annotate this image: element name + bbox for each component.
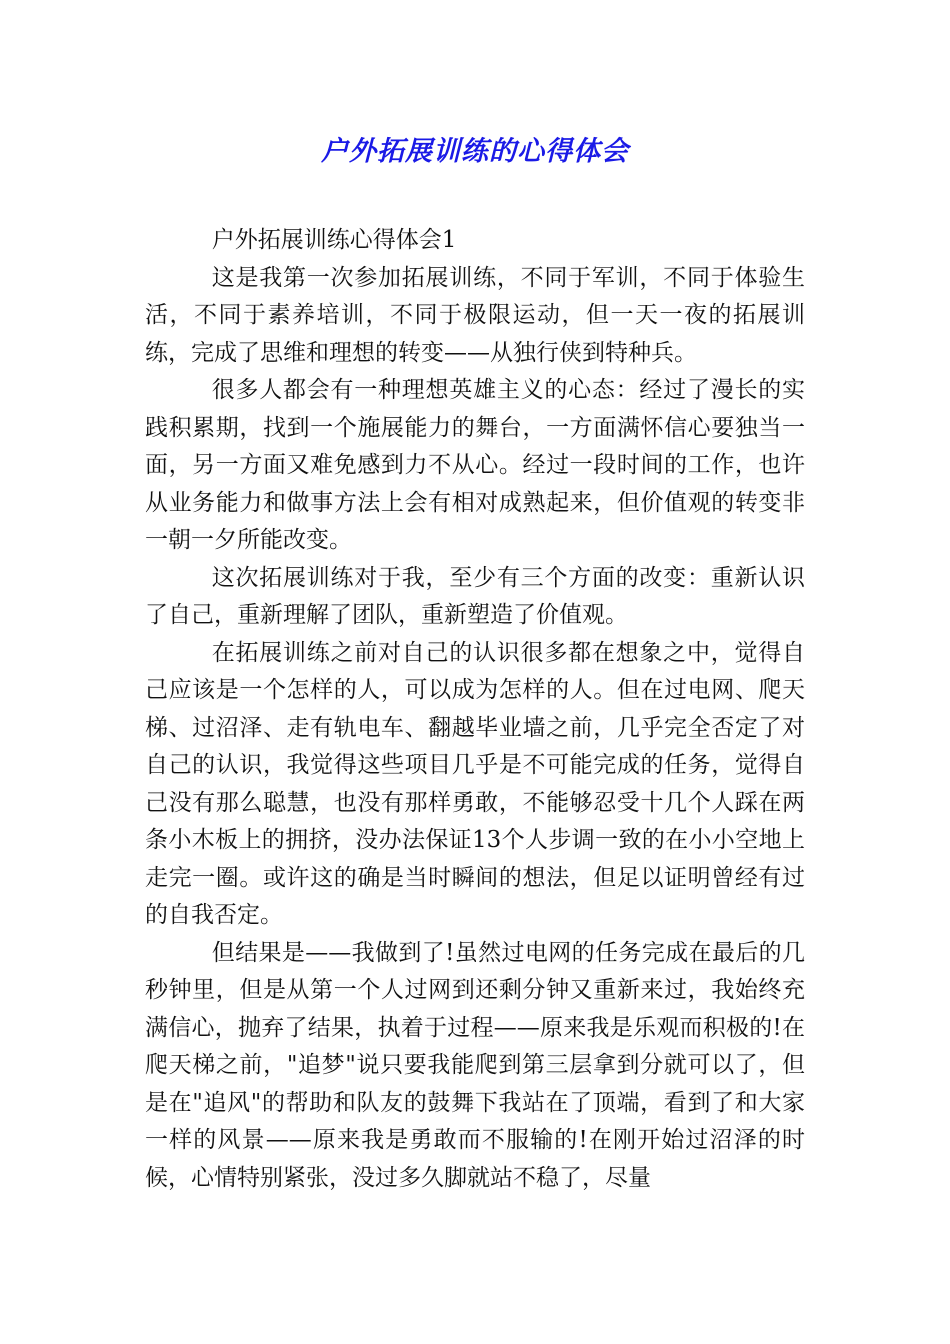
document-body bbox=[145, 222, 805, 1197]
document-title: 户外拓展训练的心得体会 bbox=[321, 136, 629, 167]
paragraph-1: 这是我第一次参加拓展训练，不同于军训，不同于体验生活，不同于素养培训，不同于极限运动，但一天一夜的拓展训练，完成了思维和理想的转变——从独行侠到特种兵。 bbox=[145, 264, 805, 366]
paragraph-5: 但结果是——我做到了!虽然过电网的任务完成在最后的几秒钟里，但是从第一个人过网到还剩分钟又重新来过，我始终充满信心，抛弃了结果，执着于过程——原来我是乐观而积极的!在爬天梯之前，"追梦"说只要我能爬到第三层拿到分就可以了，但是在"追风"的帮助和队友的鼓舞下我站在了顶端，看到了和大家一样的风景——原来我是勇敢而不服输的!在刚开始过沼泽的时候，心情特别紧张，没过多久脚就站不稳了，尽量 bbox=[145, 939, 805, 1191]
paragraph-4: 在拓展训练之前对自己的认识很多都在想象之中，觉得自己应该是一个怎样的人，可以成为怎样的人。但在过电网、爬天梯、过沼泽、走有轨电车、翻越毕业墙之前，几乎完全否定了对自己的认识，我觉得这些项目几乎是不可能完成的任务，觉得自己没有那么聪慧，也没有那样勇敢，不能够忍受十几个人踩在两条小木板上的拥挤，没办法保证13个人步调一致的在小小空地上走完一圈。或许这的确是当时瞬间的想法，但足以证明曾经有过的自我否定。 bbox=[145, 639, 805, 928]
section-heading: 户外拓展训练心得体会1 bbox=[211, 227, 457, 253]
paragraph-2: 很多人都会有一种理想英雄主义的心态：经过了漫长的实践积累期，找到一个施展能力的舞台，一方面满怀信心要独当一面，另一方面又难免感到力不从心。经过一段时间的工作，也许从业务能力和做事方法上会有相对成熟起来，但价值观的转变非一朝一夕所能改变。 bbox=[145, 377, 805, 553]
paragraph-3: 这次拓展训练对于我，至少有三个方面的改变：重新认识了自己，重新理解了团队，重新塑造了价值观。 bbox=[145, 564, 805, 628]
